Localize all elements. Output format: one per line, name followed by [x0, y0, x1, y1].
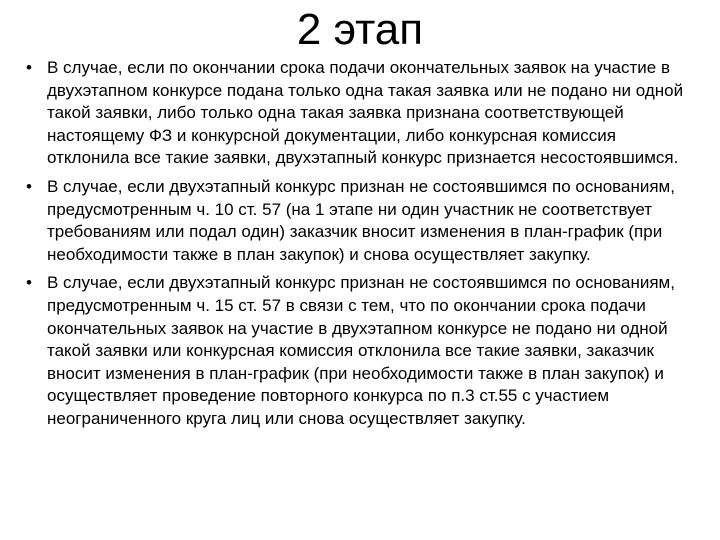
bullet-list [26, 57, 702, 437]
bullet-dot-icon: • [26, 176, 32, 196]
bullet-text-1: В случае, если по окончании срока подачи окончательных заявок на участие в двухэтапном конкурсе подана только одна такая заявка или не подано ни одной такой заявки, либо только одна такая заявка признана соответствующей настоящему ФЗ и конкурсной документации, либо конкурсная комиссия отклонила все такие заявки, двухэтапный конкурс признается несостоявшимся. [47, 58, 684, 168]
bullet-item-1 [26, 57, 702, 170]
bullet-dot-icon: • [26, 273, 32, 293]
bullet-text-3: В случае, если двухэтапный конкурс признан не состоявшимся по основаниям, предусмотренным ч. 15 ст. 57 в связи с тем, что по окончании срока подачи окончательных заявок на участие в двухэтапном конкурсе не подано ни одной такой заявки или конкурсная комиссия отклонила все такие заявки, заказчик вносит изменения в план-график (при необходимости также в план закупок) и осуществляет проведение повторного конкурса по п.3 ст.55 с участием неограниченного круга лиц или снова осуществляет закупку. [47, 273, 675, 428]
slide-title: 2 этап [296, 5, 424, 54]
bullet-dot-icon: • [26, 58, 32, 77]
bullet-text-2: В случае, если двухэтапный конкурс признан не состоявшимся по основаниям, предусмотренным ч. 10 ст. 57 (на 1 этапе ни один участник не соответствует требованиям или подал один) заказчик вносит изменения в план-график (при необходимости также в план закупок) и снова осуществляет закупку. [47, 176, 675, 264]
bullet-item-2 [26, 176, 702, 266]
bullet-item-3 [26, 272, 702, 430]
